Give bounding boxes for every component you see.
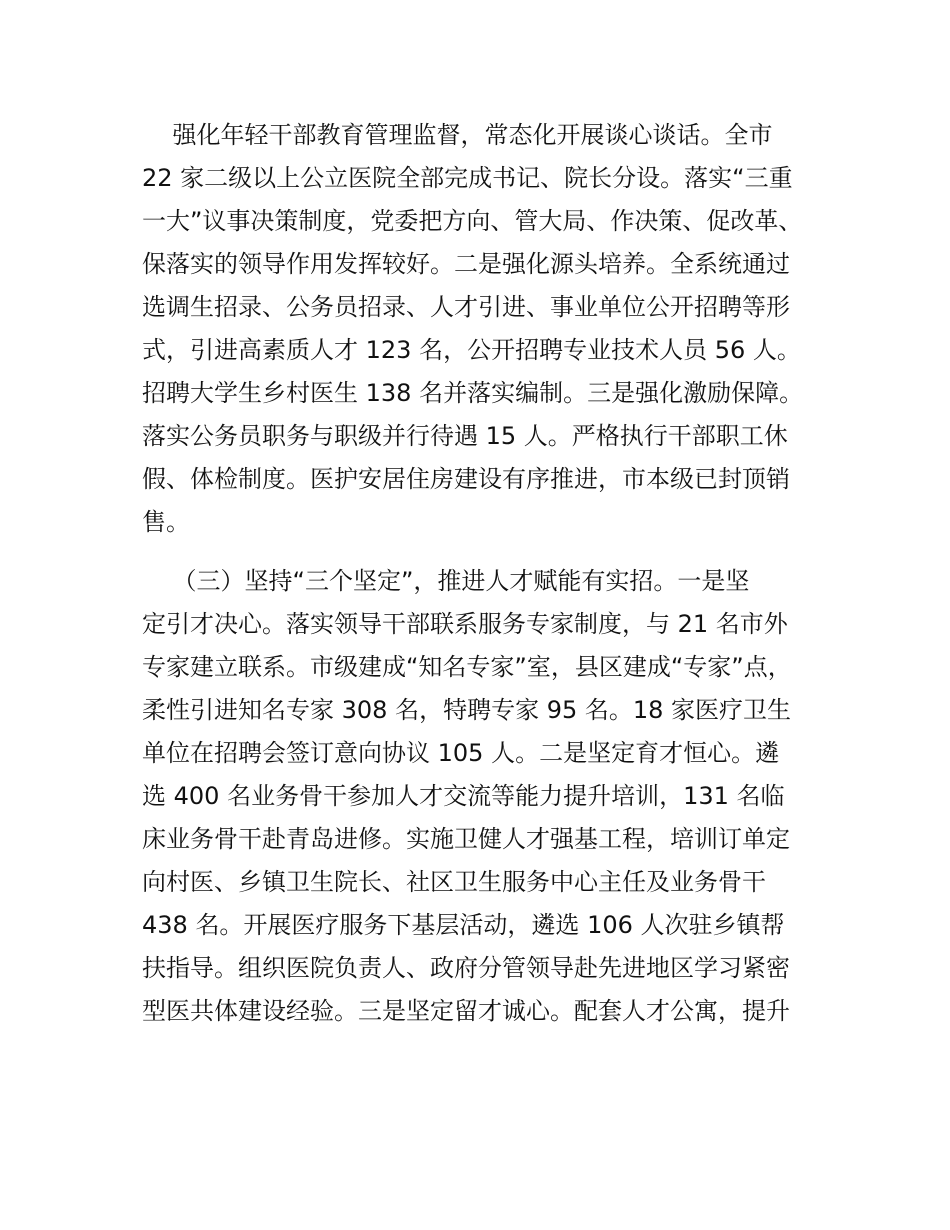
paragraph-2-line: 型医共体建设经验。三是坚定留才诚心。配套人才公寓，提升 xyxy=(142,997,790,1025)
paragraph-1-line: 一大”议事决策制度，党委把方向、管大局、作决策、促改革、 xyxy=(142,207,803,235)
paragraph-2-line: （三）坚持“三个坚定”，推进人才赋能有实招。一是坚 xyxy=(142,567,750,595)
paragraph-1-line: 强化年轻干部教育管理监督，常态化开展谈心谈话。全市 xyxy=(142,121,773,149)
paragraph-1-line: 式，引进高素质人才 123 名，公开招聘专业技术人员 56 人。 xyxy=(142,336,801,364)
paragraph-2-line: 438 名。开展医疗服务下基层活动，遴选 106 人次驻乡镇帮 xyxy=(142,911,785,939)
paragraph-2-line: 扶指导。组织医院负责人、政府分管领导赴先进地区学习紧密 xyxy=(142,954,790,982)
paragraph-2 xyxy=(142,560,842,1033)
paragraph-2-line: 定引才决心。落实领导干部联系服务专家制度，与 21 名市外 xyxy=(142,610,788,638)
paragraph-2-line: 专家建立联系。市级建成“知名专家”室，县区建成“专家”点， xyxy=(142,653,792,681)
paragraph-1-line: 选调生招录、公务员招录、人才引进、事业单位公开招聘等形 xyxy=(142,293,790,321)
paragraph-1-line: 招聘大学生乡村医生 138 名并落实编制。三是强化激励保障。 xyxy=(142,379,804,407)
paragraph-2-line: 柔性引进知名专家 308 名，特聘专家 95 名。18 家医疗卫生 xyxy=(142,696,792,724)
paragraph-2-line: 选 400 名业务骨干参加人才交流等能力提升培训，131 名临 xyxy=(142,782,785,810)
paragraph-2-line: 向村医、乡镇卫生院长、社区卫生服务中心主任及业务骨干 xyxy=(142,868,766,896)
paragraph-2-line: 单位在招聘会签订意向协议 105 人。二是坚定育才恒心。遴 xyxy=(142,739,780,767)
paragraph-2-line: 床业务骨干赴青岛进修。实施卫健人才强基工程，培训订单定 xyxy=(142,825,790,853)
paragraph-1-line: 保落实的领导作用发挥较好。二是强化源头培养。全系统通过 xyxy=(142,250,790,278)
paragraph-1 xyxy=(142,114,842,544)
paragraph-1-line: 售。 xyxy=(142,508,190,536)
paragraph-1-line: 22 家二级以上公立医院全部完成书记、院长分设。落实“三重 xyxy=(142,164,793,192)
paragraph-1-line: 落实公务员职务与职级并行待遇 15 人。严格执行干部职工休 xyxy=(142,422,788,450)
paragraph-1-line: 假、体检制度。医护安居住房建设有序推进，市本级已封顶销 xyxy=(142,465,790,493)
